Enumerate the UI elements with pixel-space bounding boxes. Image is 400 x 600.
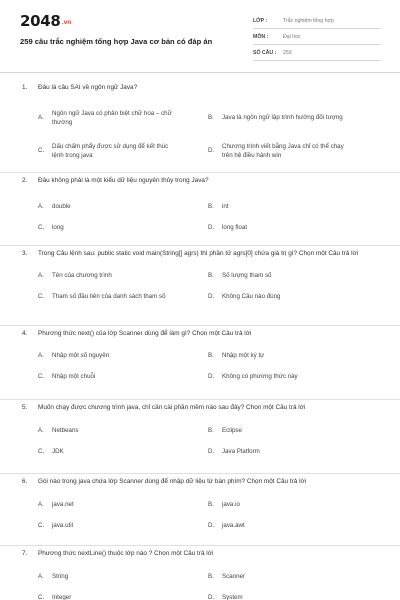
option-letter: B.	[208, 572, 214, 580]
option-c[interactable]	[38, 217, 208, 238]
option-text: Java Platform	[222, 447, 260, 455]
question-4	[0, 326, 400, 400]
question-6	[0, 474, 400, 546]
option-b[interactable]	[208, 494, 378, 515]
option-c[interactable]	[38, 441, 208, 462]
option-c[interactable]	[38, 587, 208, 600]
question-number: 5.	[22, 404, 28, 411]
option-a[interactable]	[38, 494, 208, 515]
question-body: Phương thức nextLine() thuộc lớp nào ? Chọn một Câu trả lời	[38, 550, 214, 557]
option-b[interactable]	[208, 420, 378, 441]
meta-value: 259	[283, 49, 292, 56]
option-text: System	[222, 593, 243, 600]
option-c[interactable]	[38, 515, 208, 536]
option-b[interactable]	[208, 104, 378, 132]
option-letter: D.	[208, 593, 215, 600]
document-meta	[253, 13, 381, 61]
option-text: long float	[222, 223, 248, 231]
question-body: Đâu không phải là một kiểu dữ liệu nguyên thủy trong Java?	[38, 177, 209, 184]
meta-count-row	[253, 45, 381, 61]
option-c[interactable]	[38, 366, 208, 387]
question-text	[22, 546, 378, 559]
question-7	[0, 546, 400, 600]
question-body: Gói nào trong java chứa lớp Scanner dùng để nhập dữ liệu từ bàn phím? Chọn một Câu trả lời	[38, 478, 307, 485]
option-a[interactable]	[38, 345, 208, 366]
option-c[interactable]	[38, 137, 208, 165]
option-text: Nhập một số nguyên	[52, 351, 110, 359]
option-letter: D.	[208, 372, 215, 380]
option-letter: D.	[208, 521, 215, 529]
option-letter: C.	[38, 521, 45, 529]
option-c[interactable]	[38, 286, 208, 307]
option-letter: B.	[208, 271, 214, 279]
answer-options	[22, 413, 378, 462]
option-a[interactable]	[38, 104, 208, 132]
question-5	[0, 400, 400, 474]
option-b[interactable]	[208, 196, 378, 217]
document-header	[0, 0, 400, 68]
meta-label: SỐ CÂU :	[253, 49, 277, 56]
option-letter: D.	[208, 223, 215, 231]
question-2	[0, 173, 400, 246]
option-letter: D.	[208, 292, 215, 300]
option-text: Không có phương thức này	[222, 372, 298, 380]
question-body: Muốn chạy được chương trình java, chỉ cần cài phần mềm nào sau đây? Chọn một Câu trả lời	[38, 404, 306, 411]
option-letter: A.	[38, 271, 44, 279]
meta-class-row	[253, 13, 381, 29]
option-letter: A.	[38, 351, 44, 359]
question-text	[22, 474, 378, 487]
option-text: Ngôn ngữ Java có phân biệt chữ hoa – chữ thường	[52, 109, 172, 126]
answer-options	[22, 339, 378, 387]
meta-label: MÔN :	[253, 33, 269, 40]
option-letter: A.	[38, 202, 44, 210]
option-text: double	[52, 202, 71, 210]
option-letter: A.	[38, 426, 44, 434]
question-text	[22, 326, 378, 339]
option-text: java.net	[52, 500, 74, 508]
option-letter: B.	[208, 500, 214, 508]
meta-label: LỚP :	[253, 17, 268, 24]
option-text: int	[222, 202, 229, 210]
option-letter: B.	[208, 426, 214, 434]
option-letter: C.	[38, 223, 45, 231]
option-text: Netbeans	[52, 426, 79, 434]
option-letter: C.	[38, 447, 45, 455]
option-text: Không Câu nào đúng	[222, 292, 281, 300]
site-logo[interactable]	[20, 12, 71, 30]
answer-options	[22, 93, 378, 165]
question-text	[22, 80, 378, 93]
meta-value: Trắc nghiệm tổng hợp	[283, 17, 334, 24]
option-text: Java là ngôn ngữ lập trình hướng đối tượng	[222, 114, 343, 122]
option-letter: C.	[38, 593, 45, 600]
option-letter: A.	[38, 114, 44, 122]
option-letter: B.	[208, 114, 214, 122]
option-text: Tên của chương trình	[52, 271, 112, 279]
option-b[interactable]	[208, 566, 378, 587]
question-number: 7.	[22, 550, 28, 557]
option-text: java.io	[222, 500, 240, 508]
option-a[interactable]	[38, 566, 208, 587]
option-d[interactable]	[208, 286, 378, 307]
answer-options	[22, 559, 378, 600]
option-letter: C.	[38, 147, 45, 155]
option-text: Nhập một ký tự	[222, 351, 265, 359]
question-body: Trong Câu lệnh sau: public static void main(String[] agrs) thì phần tử agrs[0] chứa giá trị gì? Chọn một Câu trả lời	[38, 250, 359, 257]
option-letter: C.	[38, 372, 45, 380]
header-divider	[0, 72, 400, 73]
question-text	[22, 246, 378, 259]
option-letter: B.	[208, 351, 214, 359]
option-b[interactable]	[208, 265, 378, 286]
question-number: 1.	[22, 84, 28, 91]
option-text: Dấu chấm phẩy được sử dụng để kết thúc lệnh trong java	[52, 142, 169, 159]
option-text: long	[52, 223, 64, 231]
meta-subject-row	[253, 29, 381, 45]
question-body: Phương thức next() của lớp Scanner dùng để làm gì? Chọn một Câu trả lời	[38, 330, 252, 337]
logo-domain: .vn	[61, 19, 72, 26]
option-d[interactable]	[208, 217, 378, 238]
option-text: String	[52, 572, 69, 580]
logo-text: 2048	[20, 12, 61, 30]
option-b[interactable]	[208, 345, 378, 366]
option-text: Chương trình viết bằng Java chỉ có thể chạy trên hệ điều hành win	[222, 142, 344, 159]
option-d[interactable]	[208, 137, 378, 165]
option-a[interactable]	[38, 420, 208, 441]
option-d[interactable]	[208, 515, 378, 536]
option-letter: A.	[38, 572, 44, 580]
option-text: java.util	[52, 521, 73, 529]
option-letter: D.	[208, 447, 215, 455]
question-text	[22, 173, 378, 186]
question-number: 6.	[22, 478, 28, 485]
answer-options	[22, 487, 378, 536]
option-text: Tham số đầu tiên của danh sách tham số	[52, 292, 166, 300]
option-a[interactable]	[38, 265, 208, 286]
option-text: Eclipse	[222, 426, 242, 434]
option-letter: C.	[38, 292, 45, 300]
question-3	[0, 246, 400, 326]
option-text: Nhập một chuỗi	[52, 372, 96, 380]
option-d[interactable]	[208, 366, 378, 387]
option-a[interactable]	[38, 196, 208, 217]
question-1	[0, 80, 400, 173]
question-list	[0, 80, 400, 600]
option-text: java.awt	[222, 521, 245, 529]
option-d[interactable]	[208, 441, 378, 462]
answer-options	[22, 259, 378, 307]
question-body: Đâu là câu SAI về ngôn ngữ Java?	[38, 84, 138, 91]
answer-options	[22, 186, 378, 238]
document-title: 259 câu trắc nghiệm tổng hợp Java cơ bản có đáp án	[20, 37, 213, 46]
question-number: 3.	[22, 250, 28, 257]
option-letter: D.	[208, 147, 215, 155]
option-text: Số lượng tham số	[222, 271, 272, 279]
question-number: 2.	[22, 177, 28, 184]
option-d[interactable]	[208, 587, 378, 600]
question-number: 4.	[22, 330, 28, 337]
option-text: JDK	[52, 447, 64, 455]
option-letter: A.	[38, 500, 44, 508]
meta-value: Đại học	[283, 33, 301, 40]
question-text	[22, 400, 378, 413]
option-text: Integer	[52, 593, 72, 600]
option-letter: B.	[208, 202, 214, 210]
option-text: Scanner	[222, 572, 246, 580]
